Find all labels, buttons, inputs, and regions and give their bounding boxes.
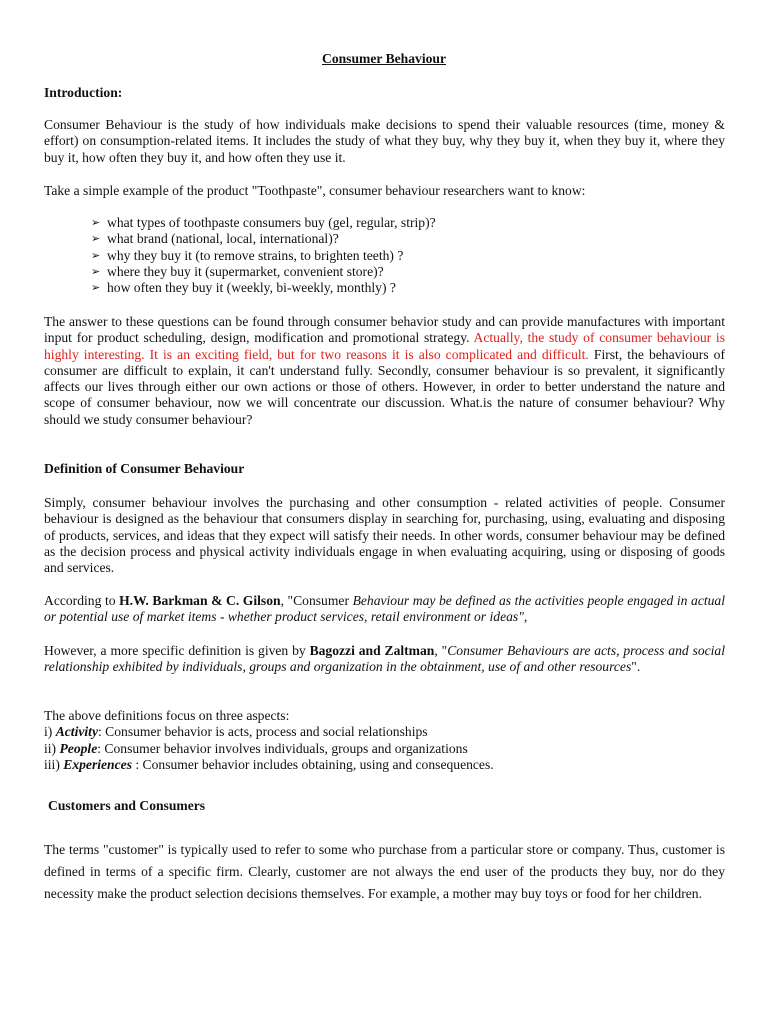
customers-paragraph: The terms "customer" is typically used to refer to some who purchase from a particular store or company. Thus, customer is defined in terms of a specific firm. Clearly, customer are not always the end user of the products they buy, nor do they necessity make the product selection decisions themselves. For example, a mother may buy toys or food for her children. (44, 842, 725, 901)
list-item: ➢ why they buy it (to remove strains, to brighten teeth) ? (91, 247, 404, 263)
list-item: ➢ how often they buy it (weekly, bi-weekly, monthly) ? (91, 280, 396, 296)
barkman-definition: According to H.W. Barkman & C. Gilson, "Consumer Behaviour may be defined as the activities people engaged in actual or potential use of market items - whether product services, retail environment or ideas", (44, 593, 726, 625)
toothpaste-question-list (91, 215, 691, 296)
bagozzi-definition: However, a more specific definition is given by Bagozzi and Zaltman, "Consumer Behaviours are acts, process and social relationship exhibited by individuals, groups and organization in the obtainment, use of and other resources". (44, 643, 726, 675)
answer-paragraph: The answer to these questions can be found through consumer behavior study and can provide manufactures with important input for product scheduling, design, modification and promotional strategy. Actually, the study of consumer behaviour is highly interesting. It is an exciting field, but for two reasons it is also complicated and difficult. First, the behaviours of consumer are difficult to explain, it can't understand fully. Secondly, consumer behaviour is so prevalent, it significantly affects our lives through either our own actions or those of others. However, in order to better understand the nature and scope of consumer behaviour, now we will concentrate our discussion. What.is the nature of consumer behaviour? Why should we study consumer behaviour? (44, 314, 726, 427)
intro-heading: Introduction: (44, 85, 123, 100)
definition-heading: Definition of Consumer Behaviour (44, 461, 245, 476)
arrow-bullet-icon: ➢ (91, 249, 101, 262)
document-title: Consumer Behaviour (322, 51, 446, 66)
aspect-item: i) Activity: Consumer behavior is acts, process and social relationships (44, 724, 428, 740)
highlighted-text: Actually, the study of consumer behaviour is highly interesting. It is an exciting field, but for two reasons it is also complicated and difficult. (44, 330, 725, 362)
definition-paragraph: Simply, consumer behaviour involves the purchasing and other consumption - related activities of people. Consumer behaviour is designed as the behaviour that consumers display in searching for, purchasing, using, evaluating and disposing of products, services, and ideas that they expect will satisfy their needs. In other words, consumer behaviour may be defined as the decision process and physical activity individuals engage in when evaluating acquiring, using or disposing of goods and services. (44, 495, 725, 576)
toothpaste-paragraph: Take a simple example of the product "Toothpaste", consumer behaviour researchers want to know: (44, 183, 586, 198)
aspect-item: iii) Experiences : Consumer behavior includes obtaining, using and consequences. (44, 756, 494, 772)
list-item: ➢ what types of toothpaste consumers buy (gel, regular, strip)? (91, 215, 436, 230)
list-item: ➢ what brand (national, local, international)? (91, 231, 339, 247)
arrow-bullet-icon: ➢ (91, 282, 101, 295)
aspects-block (44, 708, 725, 773)
arrow-bullet-icon: ➢ (91, 217, 101, 229)
customers-heading: Customers and Consumers (48, 798, 206, 813)
list-item: ➢ where they buy it (supermarket, convenient store)? (91, 263, 384, 279)
aspects-intro: The above definitions focus on three aspects: (44, 708, 290, 723)
intro-paragraph: Consumer Behaviour is the study of how individuals make decisions to spend their valuable resources (time, money & effort) on consumption-related items. It includes the study of what they buy, why they buy it, when they buy it, where they buy it, how often they buy it, and how often they use it. (44, 117, 725, 165)
arrow-bullet-icon: ➢ (91, 233, 101, 246)
aspect-item: ii) People: Consumer behavior involves individuals, groups and organizations (44, 740, 468, 756)
arrow-bullet-icon: ➢ (91, 265, 101, 278)
